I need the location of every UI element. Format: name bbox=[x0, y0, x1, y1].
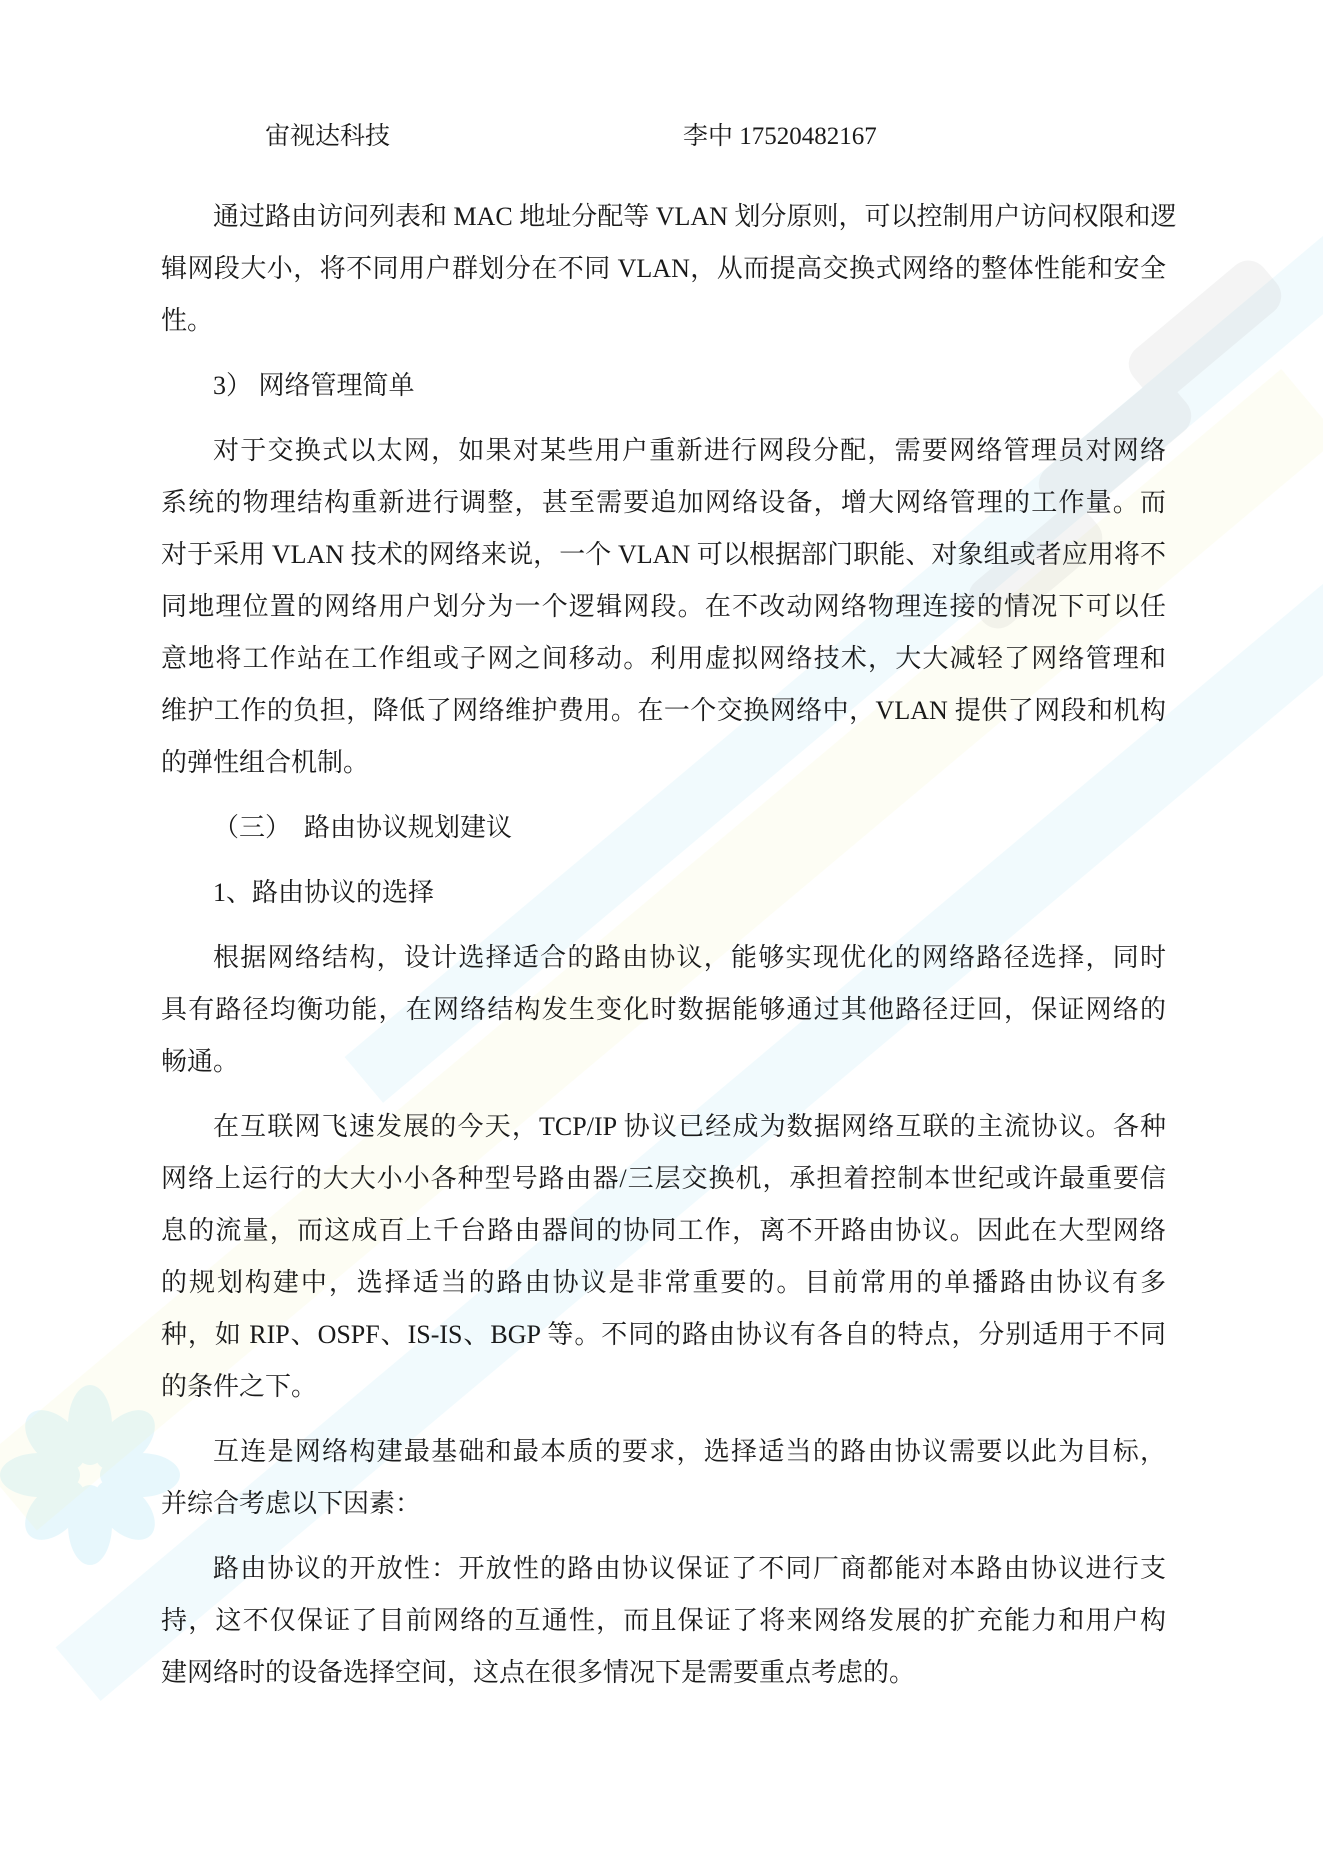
page-header bbox=[0, 111, 1323, 163]
header-company: 宙视达科技 bbox=[265, 123, 391, 150]
paragraph-line: 在互联网飞速发展的今天，TCP/IP 协议已经成为数据网络互联的主流协议。各种 bbox=[213, 1112, 1166, 1141]
section-heading: （三） 路由协议规划建议 bbox=[213, 813, 513, 842]
paragraph-line: 息的流量，而这成百上千台路由器间的协同工作，离不开路由协议。因此在大型网络 bbox=[161, 1216, 1166, 1245]
paragraph-line: 的条件之下。 bbox=[161, 1372, 318, 1401]
paragraph bbox=[161, 1426, 1166, 1530]
paragraph-line: 持，这不仅保证了目前网络的互通性，而且保证了将来网络发展的扩充能力和用户构 bbox=[161, 1606, 1166, 1635]
paragraph-line: 根据网络结构，设计选择适合的路由协议，能够实现优化的网络路径选择，同时 bbox=[213, 943, 1166, 972]
paragraph bbox=[161, 1101, 1166, 1413]
paragraph-line: 维护工作的负担，降低了网络维护费用。在一个交换网络中，VLAN 提供了网段和机构 bbox=[161, 696, 1166, 725]
section-heading: 3） 网络管理简单 bbox=[213, 371, 415, 400]
paragraph-line: 并综合考虑以下因素： bbox=[161, 1489, 422, 1518]
header-contact: 李中 17520482167 bbox=[683, 123, 877, 150]
paragraph-line: 种，如 RIP、OSPF、IS-IS、BGP 等。不同的路由协议有各自的特点，分别适用于不同 bbox=[161, 1320, 1166, 1349]
paragraph-line: 意地将工作站在工作组或子网之间移动。利用虚拟网络技术，大大减轻了网络管理和 bbox=[161, 644, 1166, 673]
paragraph-line: 的规划构建中，选择适当的路由协议是非常重要的。目前常用的单播路由协议有多 bbox=[161, 1268, 1166, 1297]
paragraph bbox=[161, 932, 1166, 1088]
paragraph-line: 路由协议的开放性：开放性的路由协议保证了不同厂商都能对本路由协议进行支 bbox=[213, 1554, 1166, 1583]
paragraph-line: 对于采用 VLAN 技术的网络来说，一个 VLAN 可以根据部门职能、对象组或者应用将不 bbox=[161, 540, 1166, 569]
paragraph-line: 网络上运行的大大小小各种型号路由器/三层交换机，承担着控制本世纪或许最重要信 bbox=[161, 1164, 1166, 1193]
document-body bbox=[161, 191, 1177, 1699]
paragraph-line: 系统的物理结构重新进行调整，甚至需要追加网络设备，增大网络管理的工作量。而 bbox=[161, 488, 1166, 517]
paragraph bbox=[161, 191, 1177, 347]
paragraph bbox=[161, 425, 1166, 789]
subsection-heading: 1、路由协议的选择 bbox=[213, 878, 435, 907]
paragraph bbox=[161, 1543, 1166, 1699]
paragraph-line: 互连是网络构建最基础和最本质的要求，选择适当的路由协议需要以此为目标， bbox=[213, 1437, 1166, 1466]
paragraph-line: 建网络时的设备选择空间，这点在很多情况下是需要重点考虑的。 bbox=[161, 1658, 916, 1687]
paragraph-line: 的弹性组合机制。 bbox=[161, 748, 370, 777]
paragraph-line: 畅通。 bbox=[161, 1047, 240, 1076]
paragraph-line: 性。 bbox=[161, 306, 214, 335]
paragraph-line: 具有路径均衡功能，在网络结构发生变化时数据能够通过其他路径迂回，保证网络的 bbox=[161, 995, 1166, 1024]
watermark-flower-logo bbox=[0, 1385, 180, 1565]
paragraph-line: 通过路由访问列表和 MAC 地址分配等 VLAN 划分原则，可以控制用户访问权限和逻 bbox=[213, 202, 1177, 231]
paragraph-line: 辑网段大小，将不同用户群划分在不同 VLAN，从而提高交换式网络的整体性能和安全 bbox=[161, 254, 1166, 283]
paragraph-line: 对于交换式以太网，如果对某些用户重新进行网段分配，需要网络管理员对网络 bbox=[213, 436, 1166, 465]
paragraph-line: 同地理位置的网络用户划分为一个逻辑网段。在不改动网络物理连接的情况下可以任 bbox=[161, 592, 1166, 621]
